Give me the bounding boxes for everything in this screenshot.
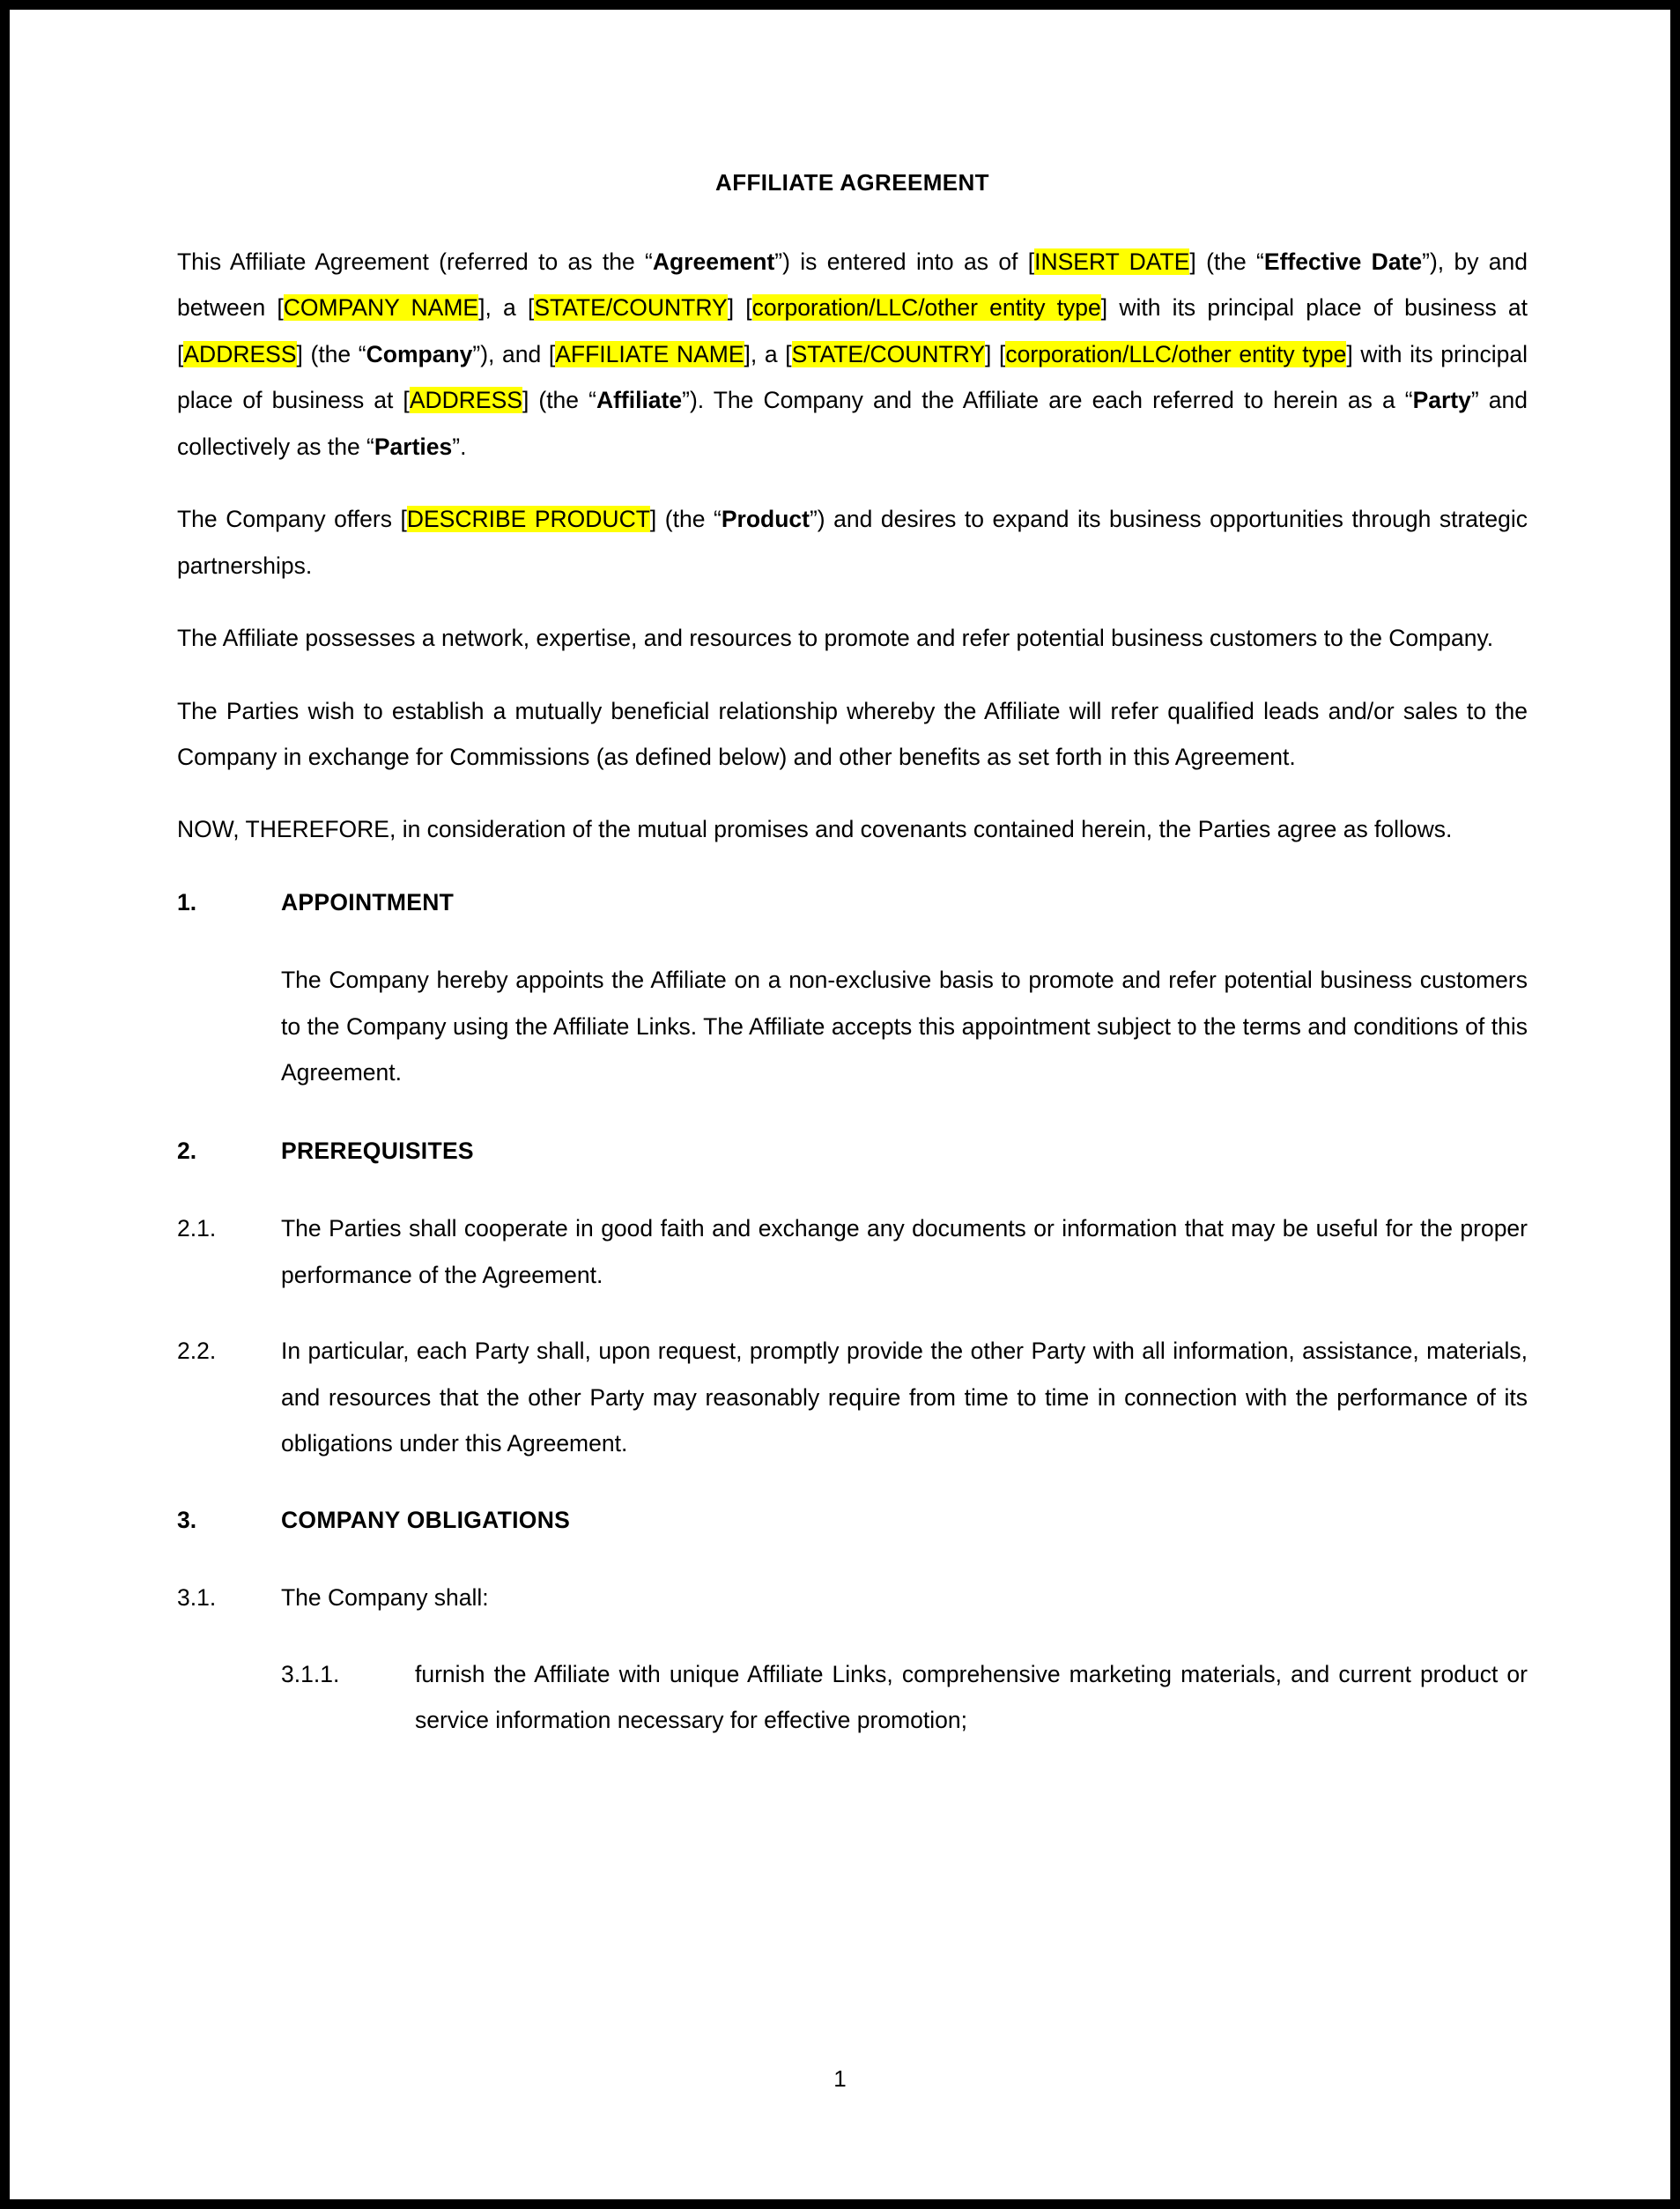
clause-number: 2.1. <box>177 1215 217 1242</box>
placeholder-company-name: COMPANY NAME <box>283 294 479 322</box>
section-title: PREREQUISITES <box>281 1137 474 1164</box>
placeholder-address-2: ADDRESS <box>409 387 522 414</box>
page-title: AFFILIATE AGREEMENT <box>715 169 989 196</box>
preamble-paragraph-3: The Affiliate possesses a network, expertise, and resources to promote and refer potential business customers to the Company. <box>177 625 1494 652</box>
page-number: 1 <box>833 2065 847 2092</box>
placeholder-entity-type-1: corporation/LLC/other entity type <box>751 294 1101 322</box>
term-agreement: Agreement <box>652 248 775 275</box>
term-parties: Parties <box>374 433 453 460</box>
preamble-text: This Affiliate Agreement (referred to as the “ <box>177 248 653 275</box>
placeholder-state-country-1: STATE/COUNTRY <box>534 294 728 322</box>
section-1-body-text: The Company hereby appoints the Affiliate on a non-exclusive basis to promote and refer potential business customers to the Company using the Affiliate Links. The Affiliate accepts this appointment subject to the terms and conditions of this Agreement. <box>281 967 1528 1086</box>
clause-3-1 <box>177 1575 1528 1620</box>
term-company: Company <box>366 340 473 367</box>
subclause-number: 3.1.1. <box>281 1660 340 1687</box>
preamble-text: ”), by and between [ <box>177 248 1528 322</box>
term-effective-date: Effective Date <box>1263 248 1423 275</box>
preamble-text: ] (the “ <box>296 340 366 367</box>
preamble-paragraph-1 <box>177 239 1528 470</box>
clause-number: 2.2. <box>177 1338 217 1365</box>
preamble-text: ], a [ <box>478 294 535 322</box>
placeholder-entity-type-2: corporation/LLC/other entity type <box>1005 340 1347 367</box>
section-heading-1 <box>177 879 1528 925</box>
section-number: 3. <box>177 1506 197 1533</box>
preamble-text: ”. <box>452 433 467 460</box>
clause-number: 3.1. <box>177 1584 217 1612</box>
subclause-text: furnish the Affiliate with unique Affiliate Links, comprehensive marketing materials, and current product or service information necessary for effective promotion; <box>415 1660 1528 1734</box>
preamble-paragraph-5: NOW, THEREFORE, in consideration of the mutual promises and covenants contained herein, the Parties agree as follows. <box>177 816 1453 843</box>
placeholder-address-1: ADDRESS <box>183 340 297 367</box>
section-title: APPOINTMENT <box>281 888 455 915</box>
preamble-text: ] with its principal place of business at [ <box>177 340 1528 414</box>
preamble-text: ] [ <box>985 340 1006 367</box>
page-inner <box>10 10 1670 2199</box>
preamble-text: The Company offers [ <box>177 506 407 533</box>
clause-3-1-1 <box>177 1651 1528 1744</box>
preamble-text: ”). The Company and the Affiliate are each referred to herein as a “ <box>682 387 1413 414</box>
preamble-text: ”), and [ <box>472 340 556 367</box>
preamble-text: ” and collectively as the “ <box>177 387 1528 460</box>
term-party: Party <box>1412 387 1471 414</box>
clause-text: The Company shall: <box>281 1584 489 1612</box>
preamble-text: ”) is entered into as of [ <box>774 248 1035 275</box>
section-1-body <box>177 957 1528 1095</box>
section-heading-3 <box>177 1497 1528 1543</box>
section-number: 1. <box>177 888 197 915</box>
document-body <box>177 168 1528 1744</box>
section-title: COMPANY OBLIGATIONS <box>281 1506 571 1533</box>
placeholder-insert-date: INSERT DATE <box>1034 248 1190 275</box>
preamble-text: ] [ <box>727 294 752 322</box>
placeholder-affiliate-name: AFFILIATE NAME <box>555 340 744 367</box>
preamble-paragraph-2 <box>177 496 1528 589</box>
term-affiliate: Affiliate <box>596 387 683 414</box>
placeholder-state-country-2: STATE/COUNTRY <box>791 340 986 367</box>
preamble-text: ] with its principal place of business at [ <box>177 294 1528 367</box>
clause-2-1 <box>177 1205 1528 1298</box>
preamble-text: ] (the “ <box>649 506 722 533</box>
preamble-text: ] (the “ <box>522 387 596 414</box>
preamble-text: ”) and desires to expand its business opportunities through strategic partnerships. <box>177 506 1528 579</box>
section-heading-2 <box>177 1128 1528 1174</box>
term-product: Product <box>721 506 810 533</box>
preamble-paragraph-4: The Parties wish to establish a mutually beneficial relationship whereby the Affiliate will refer qualified leads and/or sales to the Company in exchange for Commissions (as defined below) and other benefits as set forth in this Agreement. <box>177 697 1528 771</box>
clause-2-2 <box>177 1328 1528 1466</box>
clause-text: The Parties shall cooperate in good faith and exchange any documents or information that may be useful for the proper performance of the Agreement. <box>281 1215 1528 1288</box>
placeholder-describe-product: DESCRIBE PRODUCT <box>406 506 650 533</box>
section-number: 2. <box>177 1137 197 1164</box>
preamble-text: ] (the “ <box>1189 248 1264 275</box>
preamble-text: ], a [ <box>744 340 792 367</box>
clause-text: In particular, each Party shall, upon request, promptly provide the other Party with all information, assistance, materials, and resources that the other Party may reasonably require from time to time in connection with the performance of its obligations under this Agreement. <box>281 1338 1528 1457</box>
